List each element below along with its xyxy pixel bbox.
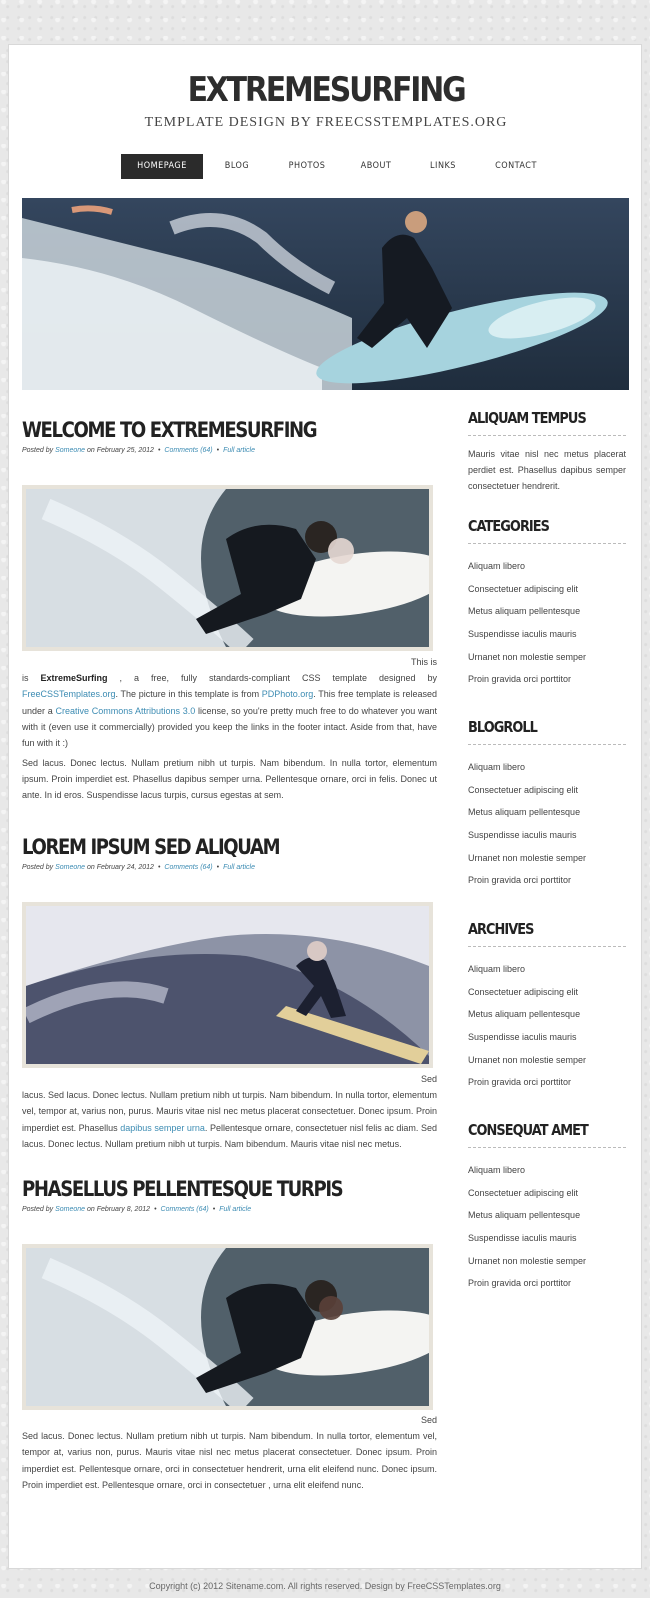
- divider: [468, 435, 626, 436]
- sidebar-link[interactable]: Consectetuer adipiscing elit: [468, 986, 579, 997]
- sidebar-link[interactable]: Suspendisse iaculis mauris: [468, 830, 577, 841]
- sidebar-heading: ALIQUAM TEMPUS: [468, 409, 586, 427]
- sidebar-heading: ARCHIVES: [468, 920, 534, 938]
- sidebar-link[interactable]: Suspendisse iaculis mauris: [468, 1233, 577, 1244]
- sidebar-link[interactable]: Metus aliquam pellentesque: [468, 606, 581, 617]
- freecsstemplates-link[interactable]: FreeCSSTemplates.org: [22, 689, 116, 700]
- sidebar-consequat-amet: [468, 1121, 626, 1295]
- sidebar-text: Mauris vitae nisl nec metus placerat perdiet est. Phasellus dapibus semper consectetuer hendrerit.: [468, 449, 626, 491]
- banner-image: [22, 198, 629, 390]
- divider: [468, 946, 626, 947]
- post-meta: Posted by Someone on February 8, 2012 • Comments (64) • Full article: [22, 1206, 252, 1213]
- post-title[interactable]: WELCOME TO EXTREMESURFING: [22, 418, 317, 442]
- menu-item-links[interactable]: LINKS: [430, 161, 456, 171]
- sidebar-link[interactable]: Aliquam libero: [468, 561, 526, 571]
- sidebar-heading: CONSEQUAT AMET: [468, 1121, 588, 1139]
- full-article-link[interactable]: Full article: [223, 864, 255, 871]
- post-1-paragraph-2: Sed lacus. Donec lectus. Nullam pretium nibh ut turpis. Nam bibendum. In nulla tortor, elementum ipsum. Proin imperdiet est. Phasellus dapibus semper urna. Pellentesque ornare, orci in felis. Donec ut ante. In id eros. Suspendisse lacus turpis, cursus egestas at sem.: [22, 758, 437, 801]
- sidebar-link[interactable]: Proin gravida orci porttitor: [468, 1077, 572, 1088]
- post-3-paragraph: Sed Sed lacus. Donec lectus. Nullam pretium nibh ut turpis. Nam bibendum. In nulla tortor, elementum vel, tempor at, varius non, purus. Mauris vitae nisl nec metus placerat consectetuer. Donec ipsum. Proin imperdiet est. Pellentesque ornare, orci in consectetuer hendrerit, urna elit eleifend nunc. Donec ipsum. Proin imperdiet est. Pellentesque ornare, orci in consectetuer , urna elit eleifend nunc.: [22, 1415, 437, 1490]
- comments-link[interactable]: Comments (64): [164, 447, 213, 454]
- sidebar-link[interactable]: Proin gravida orci porttitor: [468, 1278, 572, 1289]
- post-title[interactable]: LOREM IPSUM SED ALIQUAM: [22, 835, 280, 859]
- sidebar-link[interactable]: Metus aliquam pellentesque: [468, 1210, 581, 1221]
- post-2-image: [22, 902, 433, 1068]
- sidebar-categories: [468, 517, 626, 691]
- post-1: [22, 418, 437, 454]
- post-1-paragraph-1: This is is ExtremeSurfing , a free, fully standards-compliant CSS template designed by FreeCSSTemplates.org. The picture in this template is from PDPhoto.org. This free template is released under a Creative Commons Attributions 3.0 license, so you're pretty much free to do whatever you want with it (even use it commercially) provided you keep the links in the footer intact. Aside from that, have fun with it :): [22, 657, 438, 749]
- dapibus-link[interactable]: dapibus semper urna: [120, 1122, 205, 1133]
- sidebar-link[interactable]: Proin gravida orci porttitor: [468, 674, 572, 685]
- sidebar-heading: BLOGROLL: [468, 718, 537, 736]
- sidebar-link[interactable]: Suspendisse iaculis mauris: [468, 1032, 577, 1043]
- sidebar-link[interactable]: Consectetuer adipiscing elit: [468, 1187, 579, 1198]
- sidebar-aliquam-tempus: [468, 409, 626, 494]
- post-2: [22, 835, 437, 871]
- full-article-link[interactable]: Full article: [219, 1206, 252, 1213]
- sidebar-link[interactable]: Urnanet non molestie semper: [468, 1255, 587, 1266]
- footer-link[interactable]: FreeCSSTemplates.org: [407, 1581, 501, 1591]
- sidebar-heading: CATEGORIES: [468, 517, 550, 535]
- sidebar-link[interactable]: Proin gravida orci porttitor: [468, 875, 572, 886]
- full-article-link[interactable]: Full article: [223, 447, 255, 454]
- comments-link[interactable]: Comments (64): [160, 1206, 209, 1213]
- divider: [468, 543, 626, 544]
- sidebar-link[interactable]: Metus aliquam pellentesque: [468, 1009, 581, 1020]
- divider: [468, 1147, 626, 1148]
- divider: [468, 744, 626, 745]
- page-wrapper: [8, 44, 642, 1569]
- sidebar-link[interactable]: Metus aliquam pellentesque: [468, 807, 581, 818]
- sidebar-link[interactable]: Suspendisse iaculis mauris: [468, 629, 577, 640]
- author-link[interactable]: Someone: [55, 1206, 86, 1213]
- sidebar-link[interactable]: Consectetuer adipiscing elit: [468, 784, 579, 795]
- sidebar-link[interactable]: Consectetuer adipiscing elit: [468, 583, 579, 594]
- menu-item-contact[interactable]: CONTACT: [495, 161, 537, 171]
- post-3-image: [22, 1244, 433, 1410]
- license-link[interactable]: Creative Commons Attributions 3.0: [55, 705, 196, 716]
- sidebar-link[interactable]: Aliquam libero: [468, 964, 526, 974]
- menu-item-about[interactable]: ABOUT: [360, 161, 392, 171]
- sidebar-link[interactable]: Urnanet non molestie semper: [468, 651, 587, 662]
- site-subtitle[interactable]: TEMPLATE DESIGN BY FREECSSTEMPLATES.ORG: [144, 115, 508, 130]
- post-2-paragraph: Sed lacus. Sed lacus. Donec lectus. Nullam pretium nibh ut turpis. Nam bibendum. In nulla tortor, elementum vel, tempor at, varius non, purus. Mauris vitae nisl nec metus placerat consectetuer. Donec ipsum. Proin imperdiet est. Phasellus dapibus semper urna. Pellentesque ornare, consectetuer nisl felis ac diam. Sed lacus. Donec lectus. Nullam pretium nibh ut turpis. Nam bibendum. Mauris vitae nisl nec metus.: [22, 1074, 437, 1149]
- menu-item-blog[interactable]: BLOG: [224, 161, 250, 171]
- pdphoto-link[interactable]: PDPhoto.org: [261, 689, 314, 700]
- sidebar-link[interactable]: Aliquam libero: [468, 762, 526, 772]
- footer: Copyright (c) 2012 Sitename.com. All rights reserved. Design by FreeCSSTemplates.org: [149, 1581, 501, 1591]
- sidebar-link[interactable]: Urnanet non molestie semper: [468, 1054, 587, 1065]
- author-link[interactable]: Someone: [55, 864, 86, 871]
- comments-link[interactable]: Comments (64): [164, 864, 213, 871]
- post-meta: Posted by Someone on February 25, 2012 • Comments (64) • Full article: [22, 447, 255, 454]
- post-meta: Posted by Someone on February 24, 2012 • Comments (64) • Full article: [22, 864, 255, 871]
- author-link[interactable]: Someone: [55, 447, 86, 454]
- menu-item-homepage[interactable]: HOMEPAGE: [121, 154, 203, 179]
- sidebar-blogroll: [468, 718, 626, 892]
- menu-item-photos[interactable]: PHOTOS: [288, 161, 326, 171]
- main-menu: [121, 154, 555, 179]
- sidebar-link[interactable]: Urnanet non molestie semper: [468, 852, 587, 863]
- sidebar-link[interactable]: Aliquam libero: [468, 1165, 526, 1175]
- post-3: [22, 1177, 437, 1213]
- post-1-image: [22, 485, 433, 651]
- post-title[interactable]: PHASELLUS PELLENTESQUE TURPIS: [22, 1177, 343, 1201]
- sidebar-archives: [468, 920, 626, 1094]
- site-logo[interactable]: EXTREMESURFING: [187, 70, 465, 110]
